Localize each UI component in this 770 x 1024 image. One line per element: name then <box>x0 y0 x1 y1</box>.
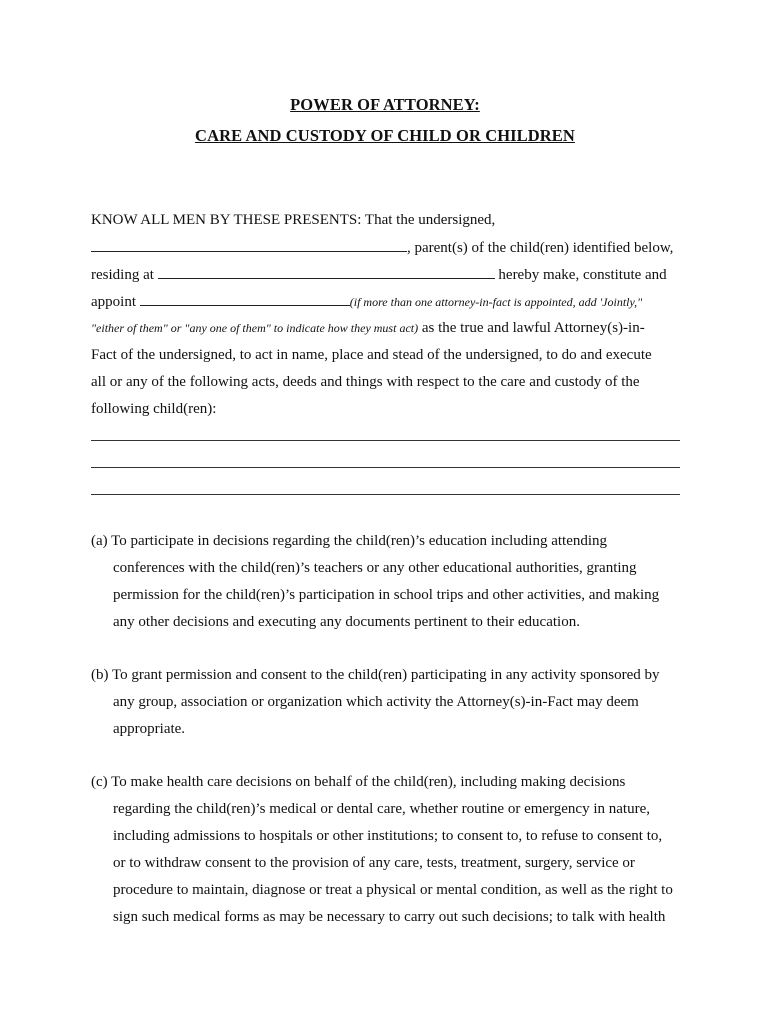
intro-line-4 <box>91 291 642 312</box>
parent-name-field[interactable] <box>91 237 407 252</box>
residing-label: residing at <box>91 267 154 283</box>
item-c-line-4: or to withdraw consent to the provision of any care, tests, treatment, surgery, service or <box>113 855 635 871</box>
item-b-text-1: To grant permission and consent to the child(ren) participating in any activity sponsored by <box>111 667 660 683</box>
item-a-line-1 <box>91 531 607 551</box>
child-name-line-2[interactable] <box>91 467 680 468</box>
residence-address-field[interactable] <box>158 264 495 279</box>
item-a-line-3: permission for the child(ren)’s participation in school trips and other activities, and making <box>113 587 660 603</box>
intro-line-5-text: as the true and lawful Attorney(s)-in- <box>418 320 645 336</box>
item-b-line-1 <box>91 665 660 685</box>
item-b-line-3: appropriate. <box>113 721 186 737</box>
intro-line-6: Fact of the undersigned, to act in name, place and stead of the undersigned, to do and execute <box>91 347 652 363</box>
intro-line-2 <box>91 237 673 258</box>
child-name-line-1[interactable] <box>91 440 680 441</box>
item-c-line-1 <box>91 772 625 792</box>
attorney-note-italic-cont: "either of them" or "any one of them" to indicate how they must act) <box>91 321 419 335</box>
item-c-line-5: procedure to maintain, diagnose or treat a physical or mental condition, as well as the right to <box>113 882 673 898</box>
intro-line-7: all or any of the following acts, deeds and things with respect to the care and custody of the <box>91 374 640 390</box>
item-a-line-4: any other decisions and executing any documents pertinent to their education. <box>113 614 580 630</box>
attorney-in-fact-field[interactable] <box>140 291 350 306</box>
intro-line-2-text: , parent(s) of the child(ren) identified below, <box>407 240 674 256</box>
intro-line-3-text: hereby make, constitute and <box>498 267 667 283</box>
child-name-line-3[interactable] <box>91 494 680 495</box>
item-b-label: (b) <box>91 667 109 683</box>
attorney-note-italic: (if more than one attorney-in-fact is appointed, add 'Jointly," <box>349 295 643 309</box>
document-title: POWER OF ATTORNEY: <box>290 95 480 114</box>
item-c-label: (c) <box>91 774 108 790</box>
item-a-text-1: To participate in decisions regarding the child(ren)’s education including attending <box>111 533 608 549</box>
item-c-line-6: sign such medical forms as may be necessary to carry out such decisions; to talk with health <box>113 909 666 925</box>
intro-line-1: KNOW ALL MEN BY THESE PRESENTS: That the undersigned, <box>91 212 496 228</box>
intro-line-5 <box>91 318 645 338</box>
intro-line-3 <box>91 264 667 285</box>
intro-line-8: following child(ren): <box>91 401 217 417</box>
item-c-line-2: regarding the child(ren)’s medical or dental care, whether routine or emergency in nature, <box>113 801 650 817</box>
item-c-line-3: including admissions to hospitals or other institutions; to consent to, to refuse to consent to, <box>113 828 663 844</box>
document-subtitle: CARE AND CUSTODY OF CHILD OR CHILDREN <box>195 126 575 145</box>
item-a-label: (a) <box>91 533 108 549</box>
item-b-line-2: any group, association or organization which activity the Attorney(s)-in-Fact may deem <box>113 694 639 710</box>
item-c-text-1: To make health care decisions on behalf of the child(ren), including making decisions <box>111 774 626 790</box>
appoint-label: appoint <box>91 294 136 310</box>
item-a-line-2: conferences with the child(ren)’s teachers or any other educational authorities, granting <box>113 560 637 576</box>
